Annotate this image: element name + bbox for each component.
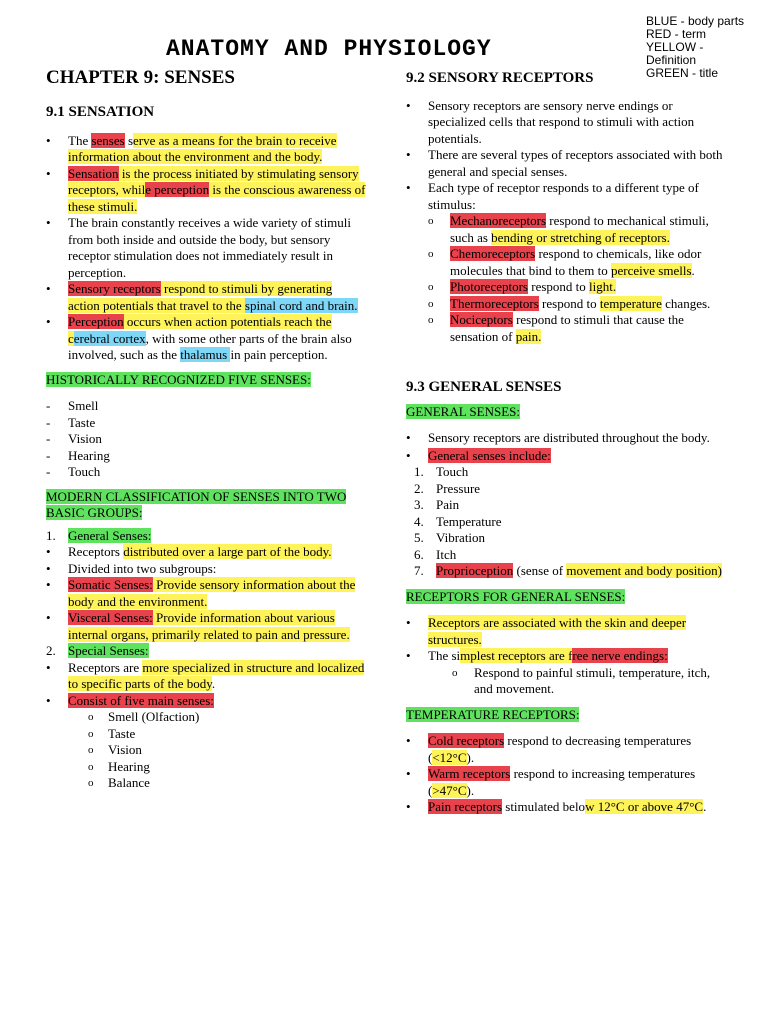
historical-senses-heading: HISTORICALLY RECOGNIZED FIVE SENSES: bbox=[46, 371, 311, 387]
definition-highlight: bending or stretching of receptors. bbox=[491, 229, 670, 245]
list-item bbox=[406, 615, 726, 648]
list-item: • Sensory receptors are distributed throughout the body. bbox=[406, 430, 726, 447]
sensation-list bbox=[46, 133, 366, 364]
list-item: • The senses serve as a means for the brain to receive information about the environment and the body. bbox=[46, 133, 366, 166]
term-highlight: Sensation bbox=[68, 165, 119, 181]
definition-highlight: <12°C bbox=[432, 749, 467, 765]
list-item: 7. Proprioception (sense of movement and body position) bbox=[414, 563, 722, 578]
section-9-2-heading: 9.2 SENSORY RECEPTORS bbox=[406, 70, 594, 86]
list-item bbox=[46, 610, 366, 643]
list-item: - Taste bbox=[46, 415, 366, 432]
list-item: o Smell (Olfaction) bbox=[46, 709, 366, 726]
list-item: 5. Vibration bbox=[414, 530, 486, 545]
receptors-list bbox=[406, 615, 726, 698]
title-highlight: Special Senses: bbox=[68, 643, 149, 658]
list-item: o Balance bbox=[46, 775, 366, 792]
definition-highlight: more specialized in structure and localized to specific parts of the body bbox=[68, 659, 365, 691]
list-item: • The brain constantly receives a wide variety of stimuli from both inside and outside the body, but sensory receptor stimulation does not immediately result in perception. bbox=[46, 215, 366, 281]
section-9-1-heading: 9.1 SENSATION bbox=[46, 104, 155, 120]
page-title: ANATOMY AND PHYSIOLOGY bbox=[166, 36, 492, 62]
list-item: - Hearing bbox=[46, 448, 366, 465]
left-column bbox=[46, 104, 366, 792]
term-highlight: senses bbox=[91, 132, 125, 148]
modern-classification-list bbox=[46, 528, 366, 792]
definition-highlight: erve as a means for the brain to receive information about the environment and the body. bbox=[68, 132, 337, 164]
list-item: o Vision bbox=[46, 742, 366, 759]
list-item: - Touch bbox=[46, 464, 366, 481]
legend-red: RED - term bbox=[646, 27, 706, 41]
list-item: o Thermoreceptors respond to temperature changes. bbox=[406, 296, 726, 313]
list-item bbox=[406, 448, 726, 465]
legend-yellow: YELLOW - Definition bbox=[646, 40, 704, 67]
temperature-receptors-heading: TEMPERATURE RECEPTORS: bbox=[406, 706, 580, 722]
term-highlight: Somatic Senses: bbox=[68, 577, 153, 592]
body-part-highlight: thalamus bbox=[180, 347, 231, 362]
body-part-highlight: erebral cortex bbox=[73, 330, 146, 346]
term-highlight: e perception bbox=[145, 182, 210, 197]
term-highlight: Sensory receptors bbox=[68, 281, 161, 296]
term-highlight: General senses include: bbox=[428, 447, 551, 463]
general-senses-list bbox=[406, 430, 726, 580]
definition-highlight: Provide information about various internal organs, primarily related to pain and pressure. bbox=[68, 610, 350, 642]
list-item: - Vision bbox=[46, 431, 366, 448]
list-item: • Pain receptors stimulated below 12°C or above 47°C. bbox=[406, 799, 726, 816]
legend-green: GREEN - title bbox=[646, 66, 719, 80]
list-item: 2. Special Senses: bbox=[46, 643, 149, 658]
list-item: • Receptors distributed over a large part of the body. bbox=[46, 544, 366, 561]
modern-classification-heading: MODERN CLASSIFICATION OF SENSES INTO TWO BASIC GROUPS: bbox=[46, 488, 347, 520]
list-item: • Cold receptors respond to decreasing temperatures (<12°C). bbox=[406, 733, 726, 766]
term-highlight: Perception bbox=[68, 314, 124, 329]
list-item bbox=[46, 166, 366, 216]
term-highlight: Mechanoreceptors bbox=[450, 213, 547, 228]
list-item: 2. Pressure bbox=[414, 480, 481, 496]
list-item: - Smell bbox=[46, 398, 366, 415]
term-highlight: Consist of five main senses: bbox=[68, 692, 214, 708]
definition-highlight: Receptors are associated with the skin and deeper structures. bbox=[428, 615, 687, 647]
list-item: • The simplest receptors are free nerve endings: bbox=[406, 648, 726, 665]
list-item: o Taste bbox=[46, 726, 366, 743]
general-senses-heading: GENERAL SENSES: bbox=[406, 403, 520, 419]
title-highlight: General Senses: bbox=[68, 527, 152, 543]
temperature-receptors-list bbox=[406, 733, 726, 816]
chapter-title: CHAPTER 9: SENSES bbox=[46, 67, 235, 88]
list-item: • Divided into two subgroups: bbox=[46, 561, 366, 578]
list-item: o Photoreceptors respond to light. bbox=[406, 279, 726, 296]
definition-highlight: is the process initiated by stimulating sensory receptors, whil bbox=[68, 165, 359, 197]
term-highlight: ree nerve endings: bbox=[572, 648, 668, 663]
list-item: 6. Itch bbox=[414, 546, 457, 562]
term-highlight: Proprioception bbox=[436, 563, 514, 578]
list-item: 1. Touch bbox=[414, 464, 469, 479]
receptors-general-senses-heading: RECEPTORS FOR GENERAL SENSES: bbox=[406, 588, 626, 604]
list-item: o Respond to painful stimuli, temperature, itch, and movement. bbox=[406, 665, 726, 698]
term-highlight: Thermoreceptors bbox=[450, 295, 539, 311]
definition-highlight: Provide sensory information about the body and the environment. bbox=[68, 577, 356, 609]
legend-blue: BLUE - body parts bbox=[646, 14, 745, 28]
definition-highlight: pain. bbox=[515, 328, 542, 344]
term-highlight: Photoreceptors bbox=[450, 279, 528, 294]
definition-highlight: light. bbox=[589, 279, 617, 294]
list-item: o Mechanoreceptors respond to mechanical stimuli, such as bending or stretching of receptors. bbox=[406, 213, 726, 246]
list-item: 3. Pain bbox=[414, 497, 460, 512]
list-item: • There are several types of receptors associated with both general and special senses. bbox=[406, 147, 726, 180]
definition-highlight: movement and body position) bbox=[566, 563, 722, 578]
list-item bbox=[46, 693, 366, 710]
definition-highlight: mplest receptors are f bbox=[460, 648, 573, 663]
list-item: • Each type of receptor responds to a different type of stimulus: bbox=[406, 180, 726, 213]
term-highlight: Nociceptors bbox=[450, 312, 513, 327]
list-item: o Hearing bbox=[46, 759, 366, 776]
list-item: 1. General Senses: bbox=[46, 527, 152, 543]
term-highlight: Chemoreceptors bbox=[450, 246, 536, 261]
term-highlight: Cold receptors bbox=[428, 733, 505, 748]
list-item: • Warm receptors respond to increasing temperatures (>47°C). bbox=[406, 766, 726, 799]
body-part-highlight: spinal cord and brain. bbox=[244, 297, 358, 313]
list-item: • Sensory receptors are sensory nerve endings or specialized cells that respond to stimuli with action potentials. bbox=[406, 98, 726, 148]
list-item: • Perception occurs when action potentials reach the cerebral cortex, with some other parts of the brain also involved, such as the thalamus in pain perception. bbox=[46, 314, 366, 364]
right-column bbox=[406, 70, 726, 816]
section-9-3-heading: 9.3 GENERAL SENSES bbox=[406, 379, 562, 395]
list-item: o Nociceptors respond to stimuli that cause the sensation of pain. bbox=[406, 312, 726, 345]
term-highlight: Warm receptors bbox=[428, 766, 511, 781]
definition-highlight: is the conscious awareness of these stimuli. bbox=[68, 182, 366, 214]
definition-highlight: respond to stimuli by generating action potentials that travel to the bbox=[68, 281, 333, 313]
list-item: • Receptors are more specialized in structure and localized to specific parts of the body. bbox=[46, 660, 366, 693]
list-item bbox=[46, 281, 366, 314]
term-highlight: Visceral Senses: bbox=[68, 610, 153, 625]
list-item: o Chemoreceptors respond to chemicals, like odor molecules that bind to them to perceive smells. bbox=[406, 246, 726, 279]
list-item: 4. Temperature bbox=[414, 513, 502, 529]
definition-highlight: w 12°C or above 47°C bbox=[585, 799, 704, 814]
definition-highlight: >47°C bbox=[432, 782, 467, 798]
list-item bbox=[46, 577, 366, 610]
definition-highlight: distributed over a large part of the body. bbox=[123, 544, 332, 559]
term-highlight: Pain receptors bbox=[428, 799, 503, 814]
definition-highlight: perceive smells bbox=[611, 262, 692, 278]
definition-highlight: occurs when action potentials reach the c bbox=[68, 314, 332, 346]
historical-senses-list bbox=[46, 398, 366, 481]
definition-highlight: temperature bbox=[599, 295, 662, 311]
sensory-receptors-list bbox=[406, 98, 726, 346]
